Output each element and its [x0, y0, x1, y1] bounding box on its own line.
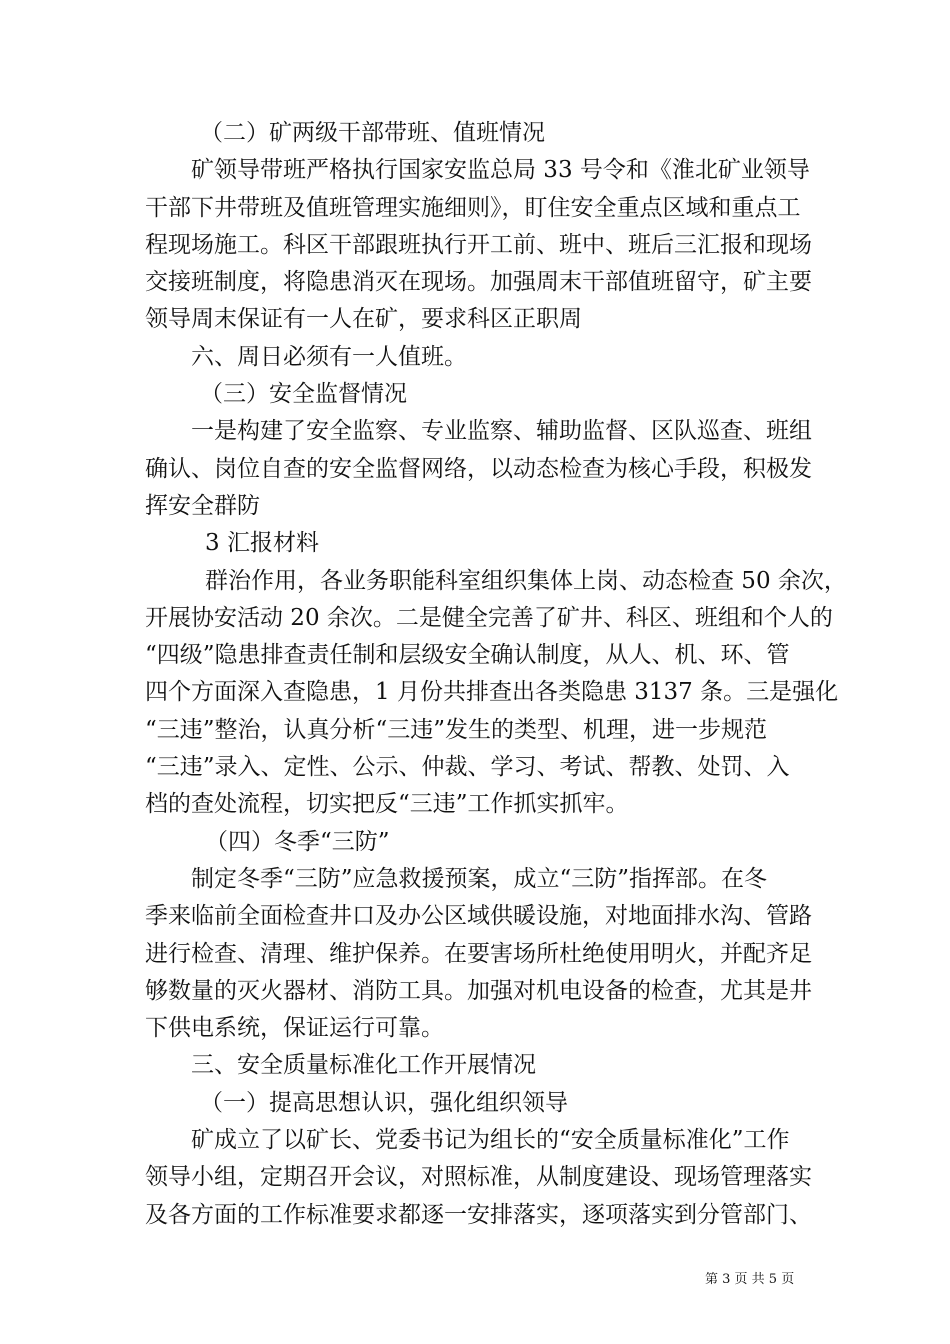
paragraph-line: 下供电系统，保证运行可靠。 [145, 1015, 444, 1042]
paragraph-line: 群治作用，各业务职能科室组织集体上岗、动态检查 50 余次， [205, 567, 847, 594]
document-body [145, 115, 847, 1234]
section-heading: 三、安全质量标准化工作开展情况 [191, 1052, 536, 1079]
paragraph-line: 够数量的灭火器材、消防工具。加强对机电设备的检查，尤其是井 [145, 977, 812, 1004]
paragraph-line: “三违”整治，认真分析“三违”发生的类型、机理，进一步规范 [145, 716, 768, 743]
paragraph-line: 确认、岗位自查的安全监督网络，以动态检查为核心手段，积极发 [145, 455, 812, 482]
paragraph-line: 矿成立了以矿长、党委书记为组长的“安全质量标准化”工作 [191, 1127, 790, 1154]
paragraph-line: 程现场施工。科区干部跟班执行开工前、班中、班后三汇报和现场 [145, 231, 812, 258]
page-number: 第 3 页 共 5 页 [705, 1272, 795, 1287]
section-heading: （三）安全监督情况 [200, 381, 407, 408]
paragraph-line: 及各方面的工作标准要求都逐一安排落实，逐项落实到分管部门、 [145, 1201, 812, 1228]
paragraph-line: 挥安全群防 [145, 492, 260, 519]
paragraph-line: 一是构建了安全监察、专业监察、辅助监督、区队巡查、班组 [191, 418, 812, 445]
paragraph-line: 矿领导带班严格执行国家安监总局 33 号令和《淮北矿业领导 [191, 157, 810, 184]
paragraph-line: 档的查处流程，切实把反“三违”工作抓实抓牢。 [145, 791, 629, 818]
paragraph-line: 干部下井带班及值班管理实施细则》，盯住安全重点区域和重点工 [145, 194, 801, 221]
paragraph-line: 六、周日必须有一人值班。 [191, 343, 467, 370]
paragraph-line: 季来临前全面检查井口及办公区域供暖设施，对地面排水沟、管路 [145, 903, 812, 930]
paragraph-line: 3 汇报材料 [205, 530, 319, 557]
paragraph-line: 制定冬季“三防”应急救援预案，成立“三防”指挥部。在冬 [191, 865, 768, 892]
paragraph-line: 领导周末保证有一人在矿，要求科区正职周 [145, 306, 582, 333]
paragraph-line: 开展协安活动 20 余次。二是健全完善了矿井、科区、班组和个人的 [145, 604, 833, 631]
paragraph-line: 领导小组，定期召开会议，对照标准，从制度建设、现场管理落实 [145, 1164, 812, 1191]
paragraph-line: 交接班制度，将隐患消灭在现场。加强周末干部值班留守，矿主要 [145, 269, 812, 296]
section-heading: （二）矿两级干部带班、值班情况 [200, 120, 545, 146]
section-heading: （一）提高思想认识，强化组织领导 [200, 1089, 568, 1116]
section-heading: （四）冬季“三防” [205, 828, 390, 855]
paragraph-line: 进行检查、清理、维护保养。在要害场所杜绝使用明火，并配齐足 [145, 940, 812, 967]
paragraph-line: “三违”录入、定性、公示、仲裁、学习、考试、帮教、处罚、入 [145, 754, 790, 781]
paragraph-line: 四个方面深入查隐患，1 月份共排查出各类隐患 3137 条。三是强化 [145, 679, 839, 706]
paragraph-line: “四级”隐患排查责任制和层级安全确认制度，从人、机、环、管 [145, 642, 790, 669]
